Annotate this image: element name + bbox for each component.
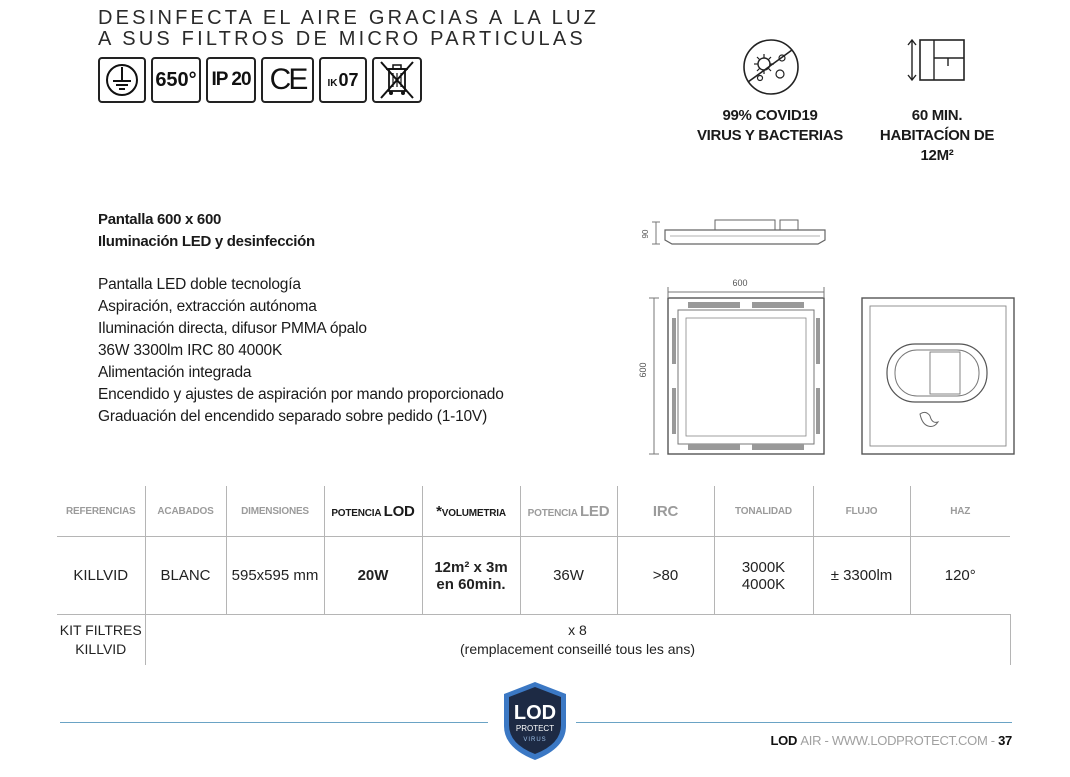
logo-sub-1: PROTECT (515, 724, 555, 733)
lod-protect-logo (500, 680, 570, 762)
feature-virus-line-2: VIRUS Y BACTERIAS (696, 127, 844, 144)
header-volumetria (422, 486, 520, 537)
spec-item: Pantalla LED doble tecnología (98, 276, 301, 293)
cell-dimensiones: 595x595 mm (226, 537, 324, 615)
footer-product-line: AIR (800, 733, 822, 748)
feature-virus-caption (690, 106, 850, 146)
cell-volumetria-line-1: 12m² x 3m (434, 558, 508, 576)
cell-kit-referencia-line-1: KIT FILTRES (59, 622, 142, 638)
side-view-drawing (641, 220, 825, 244)
cell-tonalidad (714, 537, 813, 615)
ik-value: 07 (338, 69, 359, 90)
crossed-bin-weee-icon (372, 57, 422, 103)
cell-haz: 120° (910, 537, 1010, 615)
technical-drawings (630, 200, 1030, 470)
back-view-drawing (862, 298, 1014, 454)
depth-label: 600 (638, 362, 648, 378)
cell-kit-detail-line-2: (remplacement conseillé tous les ans) (460, 641, 695, 657)
header-flujo: FLUJO (813, 486, 910, 537)
spec-item: Alimentación integrada (98, 364, 252, 381)
header-potencia-led-a: POTENCIA (527, 507, 578, 519)
spec-item: Graduación del encendido separado sobre pedido (1-10V) (98, 408, 488, 425)
cell-kit-referencia-line-2: KILLVID (75, 641, 127, 657)
headline-line-1: DESINFECTA EL AIRE GRACIAS A LA LUZ (98, 7, 600, 29)
ik-rating (319, 57, 367, 103)
spec-table (57, 486, 1011, 665)
spec-item: 36W 3300lm IRC 80 4000K (98, 342, 283, 359)
cell-potencia-led: 36W (520, 537, 617, 615)
header-irc-label: IRC (652, 502, 679, 520)
feature-room-line-2: HABITACÍON DE (879, 127, 995, 144)
virus-shield-icon (740, 36, 802, 103)
width-label: 600 (732, 278, 748, 288)
feature-room-caption (866, 106, 1008, 166)
product-title-line-2: Iluminación LED y desinfección (98, 233, 315, 250)
header-potencia-lod (324, 486, 422, 537)
footer-page-number: 37 (998, 733, 1012, 748)
cell-potencia-lod: 20W (324, 537, 422, 615)
cell-kit-detail (145, 615, 1010, 666)
header-volumetria-label: VOLUMETRIA (441, 507, 506, 519)
header-acabados: ACABADOS (145, 486, 226, 537)
cell-volumetria-line-2: en 60min. (436, 575, 506, 593)
ik-prefix: IK (327, 77, 338, 89)
temperature-rating: 650° (151, 57, 201, 103)
table-row (57, 537, 1010, 615)
height-label: 90 (641, 229, 650, 239)
earth-ground-icon (98, 57, 146, 103)
spec-item: Encendido y ajustes de aspiración por mando proporcionado (98, 386, 504, 403)
cell-kit-detail-line-1: x 8 (568, 622, 587, 638)
cell-tonalidad-line-2: 4000K (741, 575, 786, 593)
spec-list (98, 274, 504, 428)
spec-item: Iluminación directa, difusor PMMA ópalo (98, 320, 367, 337)
certification-row (98, 57, 422, 103)
footer-brand: LOD (770, 733, 798, 748)
headline (98, 8, 599, 50)
header-dimensiones: DIMENSIONES (226, 486, 324, 537)
header-irc (617, 486, 714, 537)
header-referencias: REFERENCIAS (57, 486, 145, 537)
ce-mark: CE (261, 57, 314, 103)
header-potencia-led (520, 486, 617, 537)
front-view-drawing (668, 298, 824, 454)
logo-text: LOD (513, 702, 557, 724)
footer-text (771, 733, 1012, 748)
cell-tonalidad-line-1: 3000K (741, 558, 786, 576)
product-title (98, 209, 315, 253)
header-potencia-led-b: LED (579, 502, 610, 520)
header-potencia-lod-b: LOD (383, 502, 415, 520)
cell-irc: >80 (617, 537, 714, 615)
footer-rule-right (576, 722, 1012, 723)
feature-room-line-3: 12M² (920, 147, 954, 164)
header-volumetria-star: * (436, 502, 442, 520)
ip-rating: IP 20 (206, 57, 256, 103)
feature-virus-line-1: 99% COVID19 (722, 107, 818, 124)
feature-room-line-1: 60 MIN. (911, 107, 963, 124)
footer-rule-left (60, 722, 488, 723)
cell-acabado: BLANC (145, 537, 226, 615)
spec-item: Aspiración, extracción autónoma (98, 298, 317, 315)
room-size-icon (906, 36, 968, 91)
header-tonalidad: TONALIDAD (714, 486, 813, 537)
header-potencia-lod-a: POTENCIA (331, 507, 382, 519)
header-haz: HAZ (910, 486, 1010, 537)
headline-line-2: A SUS FILTROS DE MICRO PARTICULAS (98, 28, 586, 50)
logo-sub-2: VIRUS (523, 737, 547, 743)
footer-url[interactable]: - WWW.LODPROTECT.COM - (821, 733, 999, 748)
cell-flujo: ± 3300lm (813, 537, 910, 615)
cell-volumetria (422, 537, 520, 615)
table-row (57, 615, 1010, 666)
product-title-line-1: Pantalla 600 x 600 (98, 211, 222, 228)
cell-referencia: KILLVID (57, 537, 145, 615)
table-header-row (57, 486, 1010, 537)
cell-kit-referencia (57, 615, 145, 666)
